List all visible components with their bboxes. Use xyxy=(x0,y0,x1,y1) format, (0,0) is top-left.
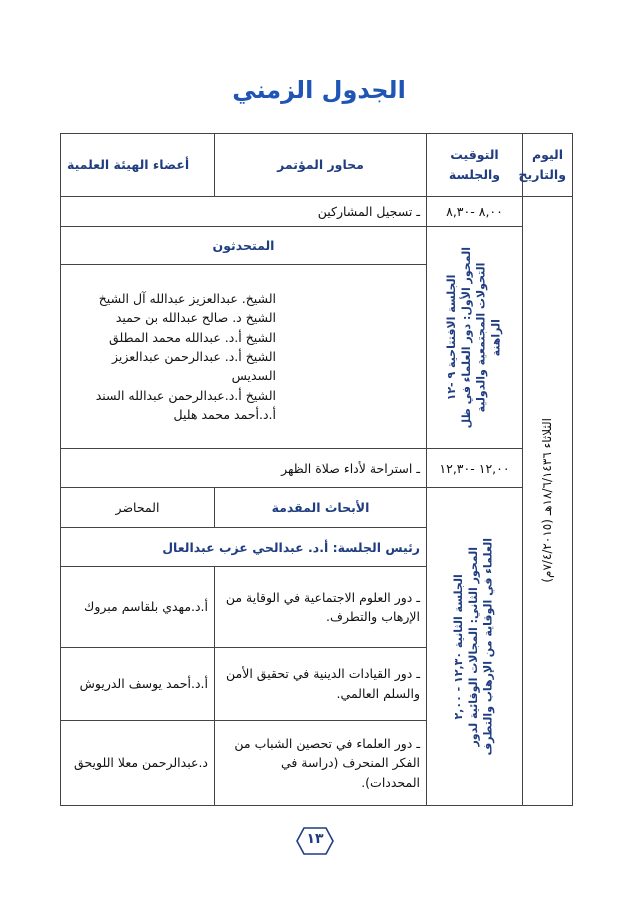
page-number-badge xyxy=(295,826,335,856)
speakers-heading: المتحدثون xyxy=(61,227,427,265)
paper-lecturer: أ.د.أحمد يوسف الدريوش xyxy=(61,647,215,720)
speaker-item: الشيخ أ.د.عبدالرحمن عبدالله السند xyxy=(95,387,276,403)
registration-time: ٨,٠٠ -٨,٣٠ xyxy=(427,196,523,227)
paper-lecturer: أ.د.مهدي بلقاسم مبروك xyxy=(61,567,215,647)
header-board: أعضاء الهيئة العلمية xyxy=(61,134,215,197)
session2-label: الجلسة الثانية ١٢,٣٠ - ٢,٠٠ xyxy=(452,574,466,720)
day-cell xyxy=(523,196,573,805)
session-chair: رئيس الجلسة: أ.د. عبدالحي عزب عبدالعال xyxy=(61,528,427,567)
registration-text: ـ تسجيل المشاركين xyxy=(61,196,427,227)
paper-topic: ـ دور العلماء في تحصين الشباب من الفكر المنحرف (دراسة في المحددات). xyxy=(215,720,427,805)
session1-label: الجلسة الافتتاحية ٩ -١٢ xyxy=(444,274,458,401)
registration-row xyxy=(61,196,573,227)
session1-axis2: التحولات المجتمعية والدولية xyxy=(474,262,488,413)
papers-heading-row xyxy=(61,488,573,528)
papers-heading: الأبحاث المقدمة xyxy=(215,488,427,528)
header-topics: محاور المؤتمر xyxy=(215,134,427,197)
header-row xyxy=(61,134,573,197)
session2-axis2: العلماء في الوقاية من الإرهاب والتطرف xyxy=(481,537,495,756)
break-row xyxy=(61,449,573,488)
page-number: ١٣ xyxy=(306,831,324,847)
session1-vertical xyxy=(445,247,504,428)
session1-axis3: الراهنة xyxy=(489,319,503,357)
break-time: ١٢,٠٠ -١٢,٣٠ xyxy=(427,449,523,488)
paper-topic: ـ دور القيادات الدينية في تحقيق الأمن والسلم العالمي. xyxy=(215,647,427,720)
session1-axis: المحور الأول: دور العلماء في ظل xyxy=(459,247,473,429)
session2-cell xyxy=(427,488,523,806)
speakers-heading-row xyxy=(61,227,573,265)
page-title: الجدول الزمني xyxy=(232,76,406,104)
schedule-table xyxy=(60,133,573,806)
session2-axis: المحور الثاني: المجالات الوقائية لدور xyxy=(467,546,481,747)
speaker-item: الشيخ د. صالح عبدالله بن حميد xyxy=(115,310,276,326)
session2-vertical xyxy=(452,538,497,756)
lecturer-heading: المحاضر xyxy=(61,488,215,528)
speaker-item: أ.د.أحمد محمد هليل xyxy=(173,407,276,423)
speaker-item: الشيخ أ.د. عبدالرحمن عبدالعزيز السديس xyxy=(112,349,276,384)
speaker-item: الشيخ أ.د. عبدالله محمد المطلق xyxy=(109,329,276,345)
header-day: اليوم والتاريخ xyxy=(523,134,573,197)
header-timing: التوقيت والجلسة xyxy=(427,134,523,197)
speakers-list xyxy=(61,265,427,449)
paper-lecturer: د.عبدالرحمن معلا اللويحق xyxy=(61,720,215,805)
break-text: ـ استراحة لأداء صلاة الظهر xyxy=(61,449,427,488)
day-date: الثلاثاء ١٨/٦/١٤٣٦هـ (٧/٤/٢٠١٥م) xyxy=(540,418,555,584)
session1-cell xyxy=(427,227,523,449)
paper-topic: ـ دور العلوم الاجتماعية في الوقاية من الإرهاب والتطرف. xyxy=(215,567,427,647)
speaker-item: الشيخ. عبدالعزيز عبدالله آل الشيخ xyxy=(98,290,276,306)
